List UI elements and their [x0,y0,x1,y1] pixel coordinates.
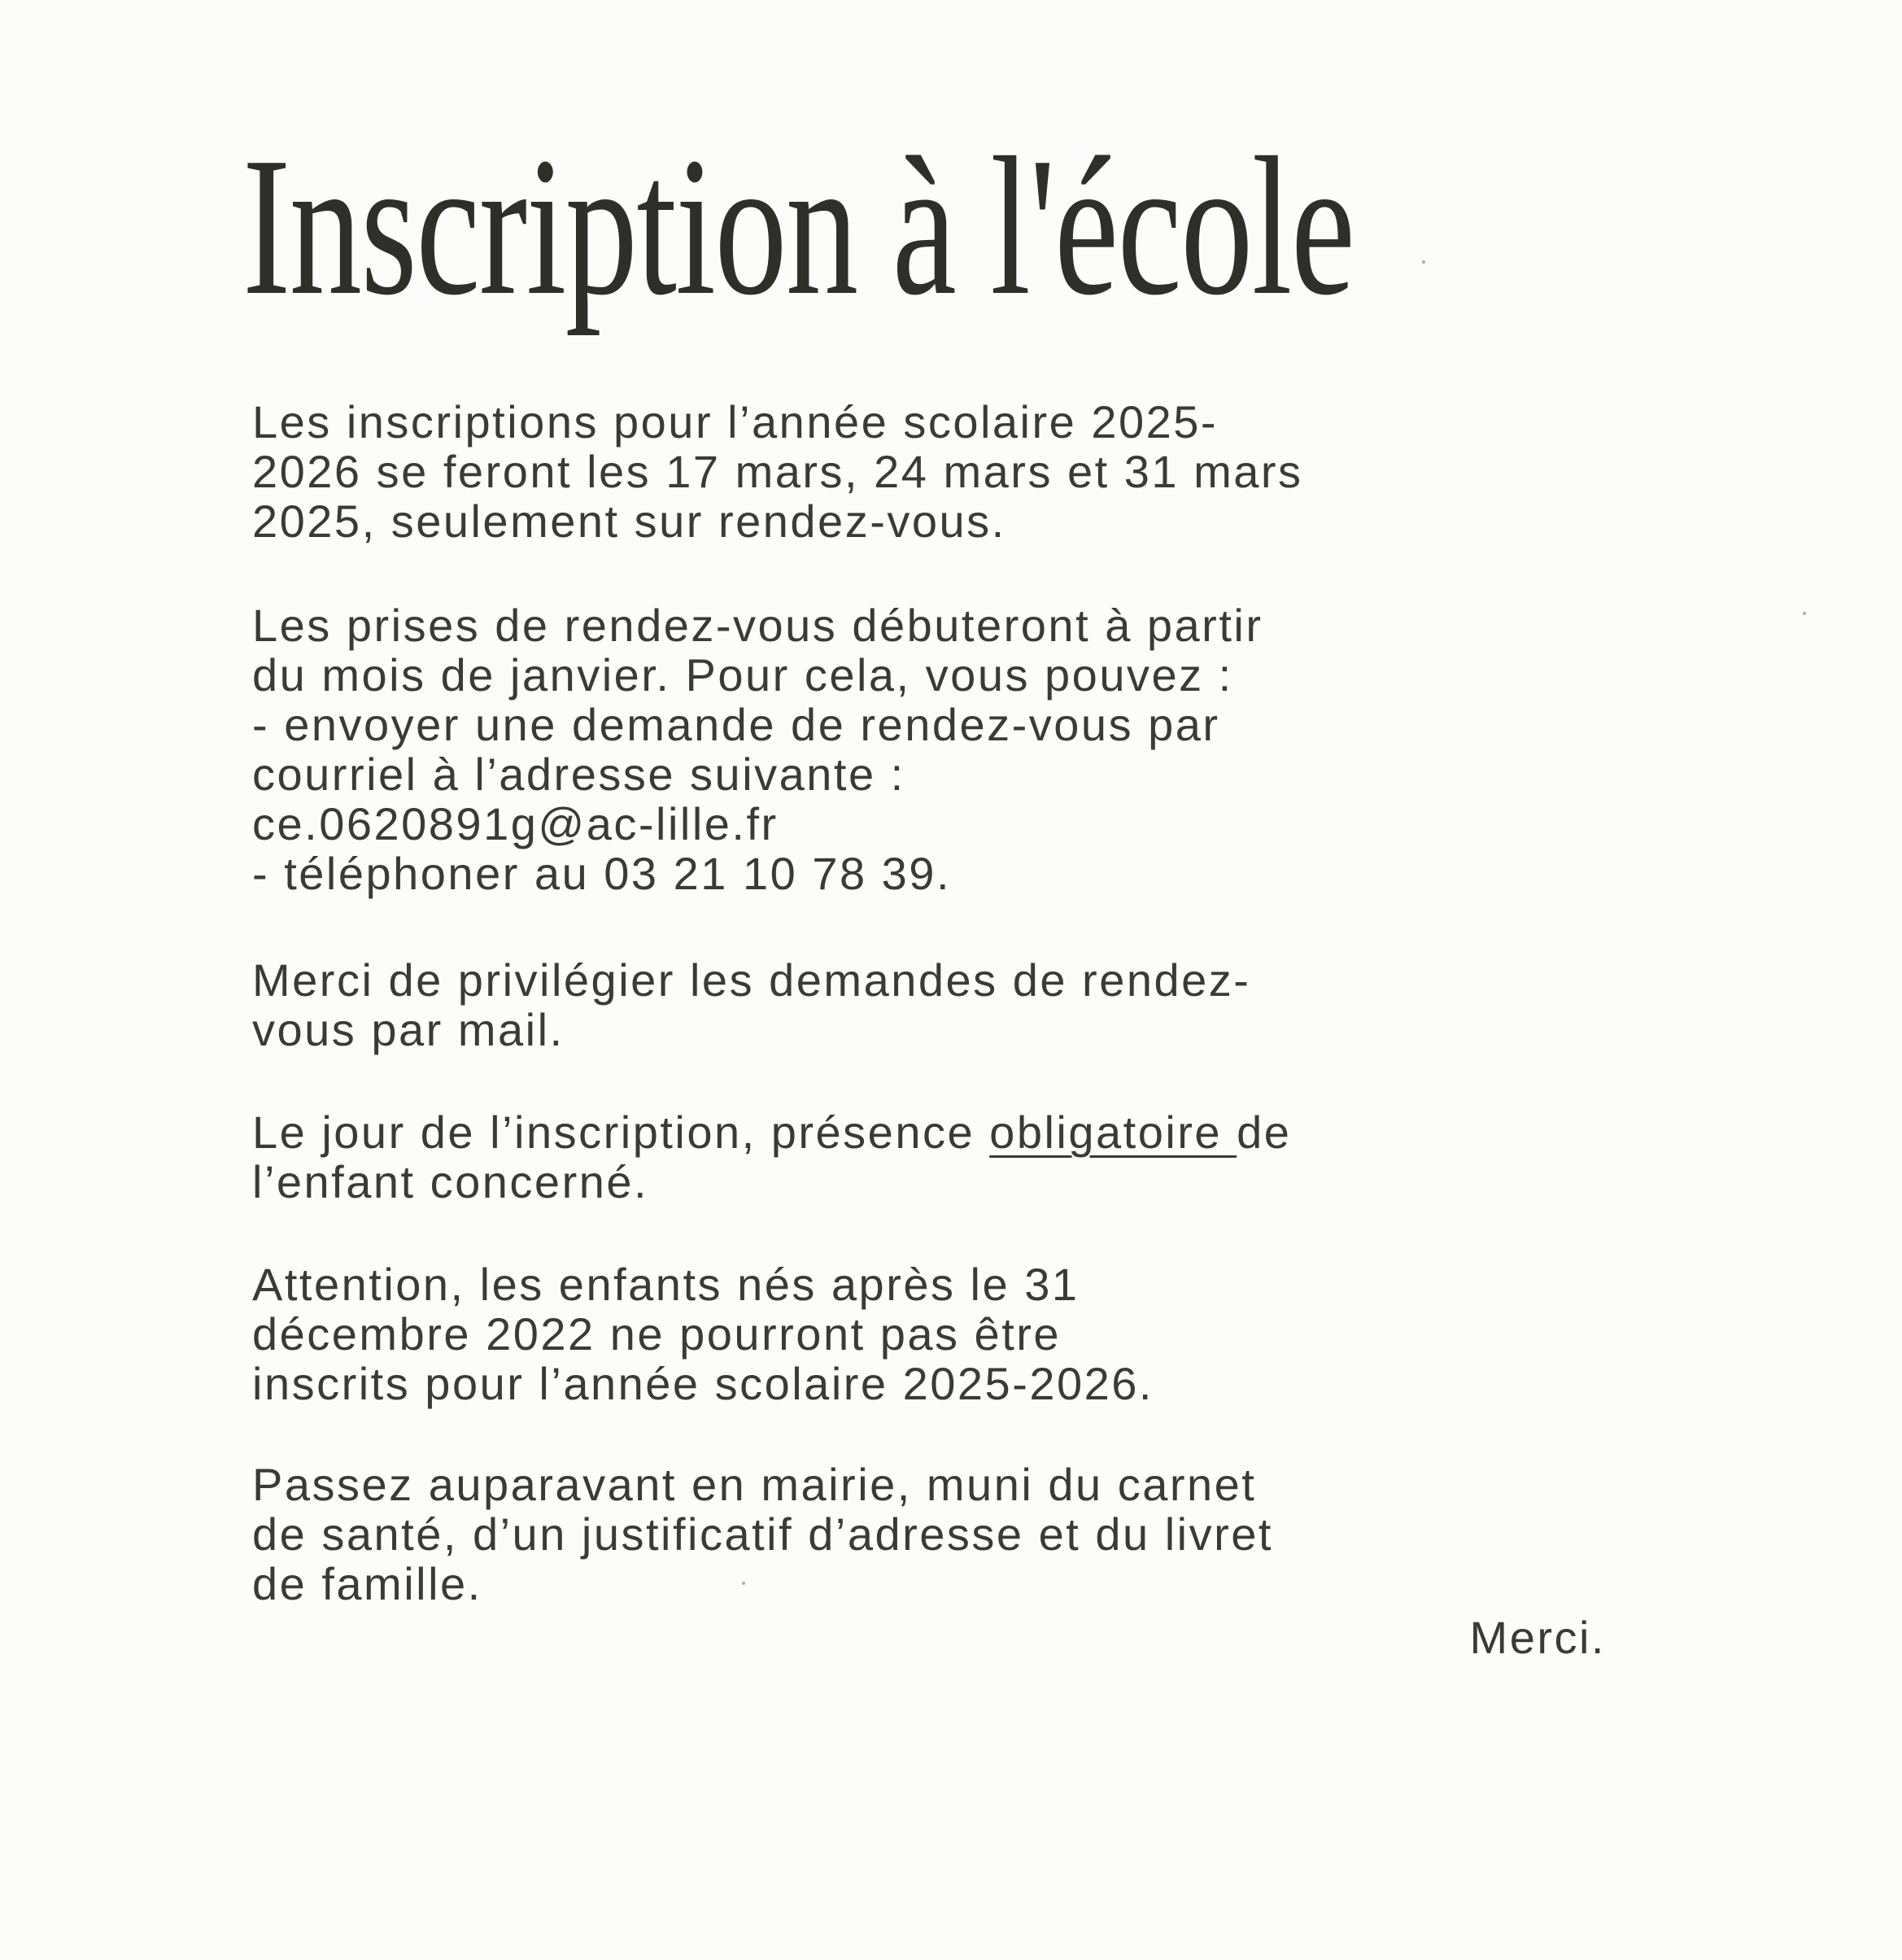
town-hall-paragraph [252,1460,1635,1609]
scan-speck [742,1582,745,1585]
text-line: Merci de privilégier les demandes de rendez- [252,954,1251,1006]
text-line: de santé, d’un justificatif d’adresse et du livret [252,1508,1273,1560]
registration-dates-paragraph [252,397,1635,546]
text-line: 2026 se feront les 17 mars, 24 mars et 31 mars [252,446,1303,497]
text-line: décembre 2022 ne pourront pas être [252,1308,1062,1360]
text-segment: de [1237,1107,1292,1158]
text-line: inscrits pour l’année scolaire 2025-2026. [252,1358,1154,1409]
notice-title: Inscription à l'école [242,116,1355,336]
text-line: de famille. [252,1558,482,1609]
child-presence-paragraph [252,1107,1635,1207]
mail-preference-paragraph [252,955,1635,1054]
scan-speck [1803,612,1806,615]
text-line: Attention, les enfants nés après le 31 [252,1259,1080,1310]
text-line [252,1107,1635,1157]
text-line: Passez auparavant en mairie, muni du carnet [252,1459,1257,1510]
scan-speck [1422,260,1425,264]
text-line: courriel à l’adresse suivante : [252,749,905,800]
text-line: vous par mail. [252,1004,565,1055]
contact-phone-line: - téléphoner au 03 21 10 78 39. [252,848,952,899]
obligatory-emphasis: obligatoire [989,1107,1237,1158]
contact-email: ce.0620891g@ac-lille.fr [252,798,779,849]
text-line: l’enfant concerné. [252,1156,649,1207]
appointment-booking-paragraph [252,600,1635,898]
age-restriction-paragraph [252,1259,1635,1408]
text-line: du mois de janvier. Pour cela, vous pouvez : [252,649,1233,701]
text-line: 2025, seulement sur rendez-vous. [252,495,1006,547]
signoff: Merci. [1469,1612,1606,1663]
text-line: Les inscriptions pour l’année scolaire 2025- [252,396,1219,447]
text-line: Les prises de rendez-vous débuteront à partir [252,600,1263,651]
text-segment: Le jour de l’inscription, présence [252,1107,990,1158]
text-line: - envoyer une demande de rendez-vous par [252,699,1220,750]
